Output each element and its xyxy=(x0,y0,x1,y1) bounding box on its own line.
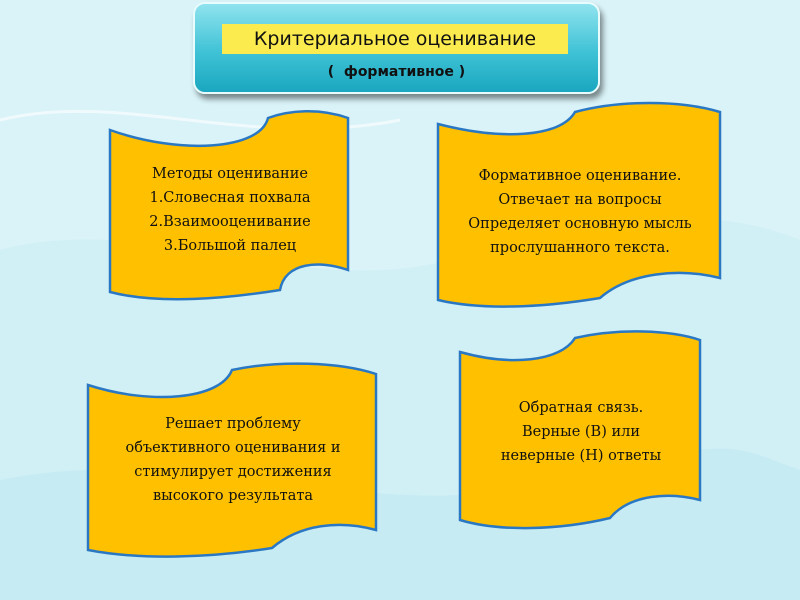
card-line: стимулирует достижения xyxy=(134,464,332,480)
card-line: Обратная связь. xyxy=(518,400,644,416)
card-line: неверные (Н) ответы xyxy=(500,448,662,464)
card-line: Верные (В) или xyxy=(521,424,641,440)
card-line: 2.Взаимооценивание xyxy=(149,214,311,230)
page-title: Критериальное оценивание xyxy=(222,24,568,54)
card-line: прослушанного текста. xyxy=(490,240,670,256)
card-methods-text xyxy=(112,150,348,270)
card-line: Отвечает на вопросы xyxy=(498,192,662,208)
card-line: объективного оценивания и xyxy=(125,440,341,456)
card-line: Формативное оценивание. xyxy=(478,168,682,184)
card-feedback-text xyxy=(462,384,700,480)
card-line: 1.Словесная похвала xyxy=(149,190,311,206)
card-line: 3.Большой палец xyxy=(163,238,297,254)
card-line: Методы оценивание xyxy=(152,166,308,182)
card-line: Решает проблему xyxy=(165,416,301,432)
card-formative-text xyxy=(440,152,720,272)
page-subtitle: ( формативное ) xyxy=(327,64,466,80)
card-line: Определяет основную мысль xyxy=(468,216,692,232)
card-line: высокого результата xyxy=(152,488,314,504)
card-problem-text xyxy=(90,400,376,520)
